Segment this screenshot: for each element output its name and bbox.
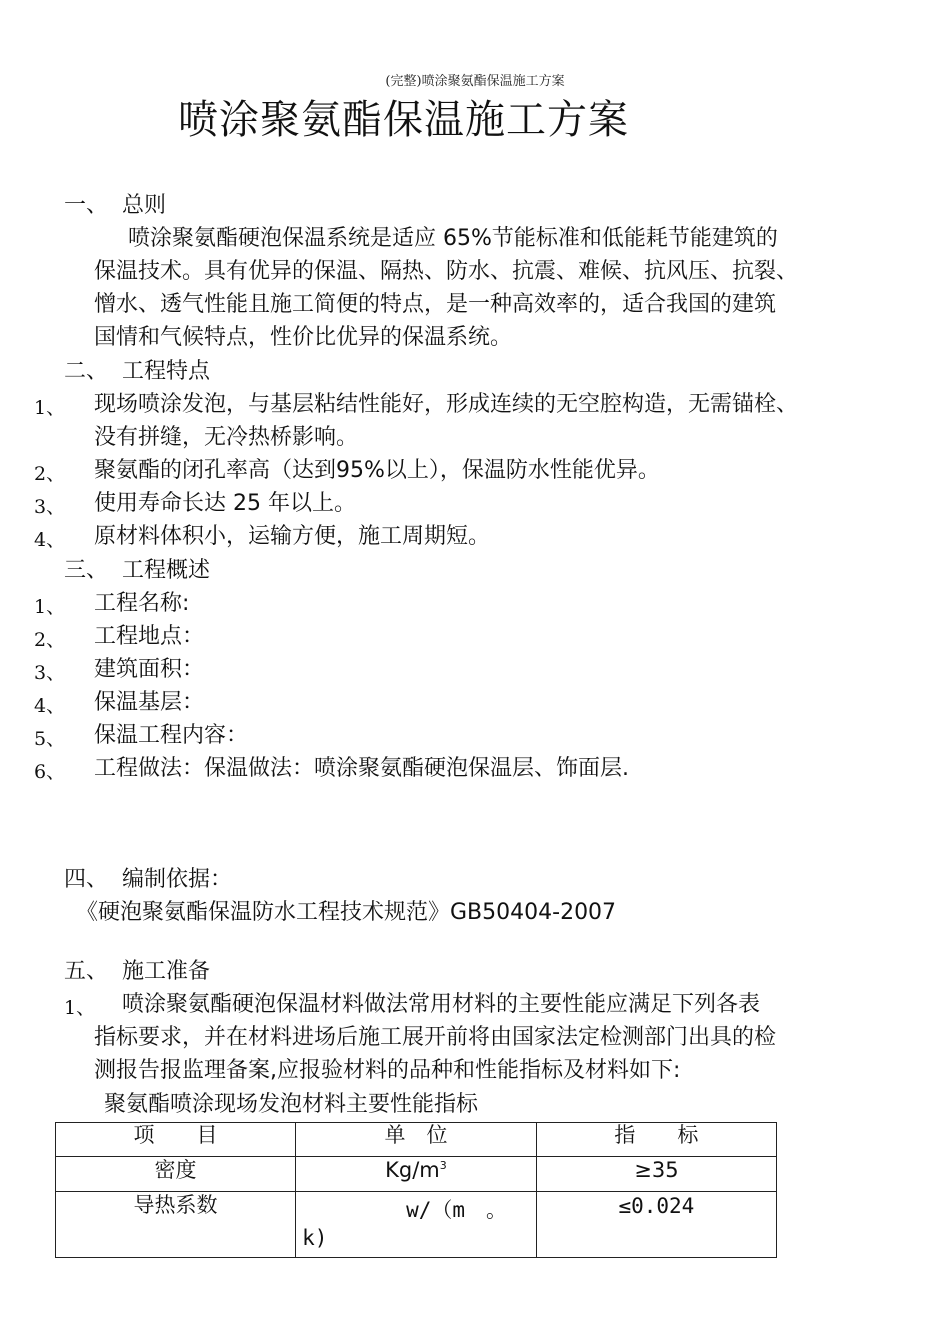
row-2-item: 导热系数 — [133, 1193, 218, 1217]
s3-item-6-number: 6、 — [34, 761, 66, 783]
s5-item-1-line-1: 喷涂聚氨酯硬泡保温材料做法常用材料的主要性能应满足下列各表 — [122, 992, 761, 1017]
s3-item-5-text: 保温工程内容： — [94, 723, 249, 748]
s2-item-2-number: 2、 — [34, 463, 66, 485]
section-1-title: 总则 — [122, 193, 167, 218]
s3-item-3-number: 3、 — [34, 662, 66, 684]
s1-paragraph-line-2: 保温技术。具有优异的保温、隔热、防水、抗震、难候、抗风压、抗裂、 — [94, 259, 799, 284]
header-item-label: 项 目 — [133, 1123, 218, 1147]
section-5-heading — [64, 954, 210, 985]
s2-item-4-text: 原材料体积小，运输方便，施工周期短。 — [94, 524, 491, 549]
s2-item-1-line-1: 现场喷涂发泡，与基层粘结性能好，形成连续的无空腔构造，无需锚栓、 — [94, 392, 799, 417]
row-1-unit-superscript: 3 — [439, 1159, 447, 1172]
row-2-unit-line-2: k) — [302, 1226, 328, 1250]
row-2-item-cell — [56, 1192, 296, 1258]
row-1-unit — [296, 1158, 536, 1182]
s3-item-1-number: 1、 — [34, 596, 66, 618]
table-row — [56, 1192, 777, 1258]
section-5-number: 五、 — [64, 959, 109, 984]
header-cell-unit — [296, 1123, 537, 1157]
table-row — [56, 1157, 777, 1192]
s3-item-1-text: 工程名称: — [94, 591, 190, 616]
row-2-unit-cell — [296, 1192, 537, 1258]
section-1-heading — [64, 188, 166, 219]
s5-item-1-line-3: 测报告报监理备案,应报验材料的品种和性能指标及材料如下: — [94, 1058, 681, 1083]
s3-item-3-text: 建筑面积： — [94, 657, 205, 682]
s3-item-6-text: 工程做法：保温做法：喷涂聚氨酯硬泡保温层、饰面层. — [94, 756, 629, 781]
header-value-label: 指 标 — [614, 1123, 699, 1147]
section-4-heading — [64, 862, 232, 893]
section-5-title: 施工准备 — [122, 959, 211, 984]
s2-item-1-number: 1、 — [34, 397, 66, 419]
s2-item-3-text: 使用寿命长达 25 年以上。 — [94, 491, 356, 516]
section-2-number: 二、 — [64, 359, 109, 384]
s3-item-4-text: 保温基层： — [94, 690, 205, 715]
section-3-number: 三、 — [64, 558, 109, 583]
section-2-heading — [64, 354, 210, 385]
section-4-title: 编制依据： — [122, 867, 233, 892]
s3-item-2-text: 工程地点： — [94, 624, 205, 649]
s1-paragraph-line-4: 国情和气候特点，性价比优异的保温系统。 — [94, 325, 513, 350]
section-3-title: 工程概述 — [122, 558, 211, 583]
s2-item-4-number: 4、 — [34, 529, 66, 551]
header-cell-item — [56, 1123, 296, 1157]
row-2-value: ≤0.024 — [618, 1194, 695, 1218]
row-2-value-cell — [536, 1192, 776, 1258]
row-1-item: 密度 — [154, 1158, 197, 1182]
row-1-value: ≥35 — [634, 1158, 679, 1182]
section-4-number: 四、 — [64, 867, 109, 892]
table-header-row — [56, 1123, 777, 1157]
s3-item-2-number: 2、 — [34, 629, 66, 651]
row-2-unit-line-1: w/（m 。 — [406, 1198, 508, 1222]
section-1-number: 一、 — [64, 193, 109, 218]
s5-item-1-number: 1、 — [64, 997, 96, 1019]
table-caption: 聚氨酯喷涂现场发泡材料主要性能指标 — [104, 1092, 479, 1117]
section-2-title: 工程特点 — [122, 359, 211, 384]
s1-paragraph-line-1: 喷涂聚氨酯硬泡保温系统是适应 65%节能标准和低能耗节能建筑的 — [128, 226, 778, 251]
row-1-value-cell — [536, 1157, 776, 1192]
row-1-item-cell — [56, 1157, 296, 1192]
s3-item-5-number: 5、 — [34, 728, 66, 750]
s5-item-1-line-2: 指标要求，并在材料进场后施工展开前将由国家法定检测部门出具的检 — [94, 1025, 777, 1050]
s3-item-4-number: 4、 — [34, 695, 66, 717]
s2-item-2-text: 聚氨酯的闭孔率高（达到95%以上），保温防水性能优异。 — [94, 458, 660, 483]
s4-reference: 《硬泡聚氨酯保温防水工程技术规范》GB50404-2007 — [76, 900, 617, 925]
s2-item-1-line-2: 没有拼缝，无冷热桥影响。 — [94, 425, 359, 450]
row-1-unit-text: Kg/m — [385, 1158, 440, 1182]
s2-item-3-number: 3、 — [34, 496, 66, 518]
row-1-unit-cell — [296, 1157, 537, 1192]
section-3-heading — [64, 553, 210, 584]
page-header: (完整)喷涂聚氨酯保温施工方案 — [385, 74, 565, 89]
header-cell-value — [536, 1123, 776, 1157]
s1-paragraph-line-3: 憎水、透气性能且施工简便的特点，是一种高效率的，适合我国的建筑 — [94, 292, 777, 317]
header-unit-label: 单 位 — [384, 1123, 448, 1147]
spec-table — [55, 1122, 777, 1258]
document-title: 喷涂聚氨酯保温施工方案 — [178, 97, 629, 143]
